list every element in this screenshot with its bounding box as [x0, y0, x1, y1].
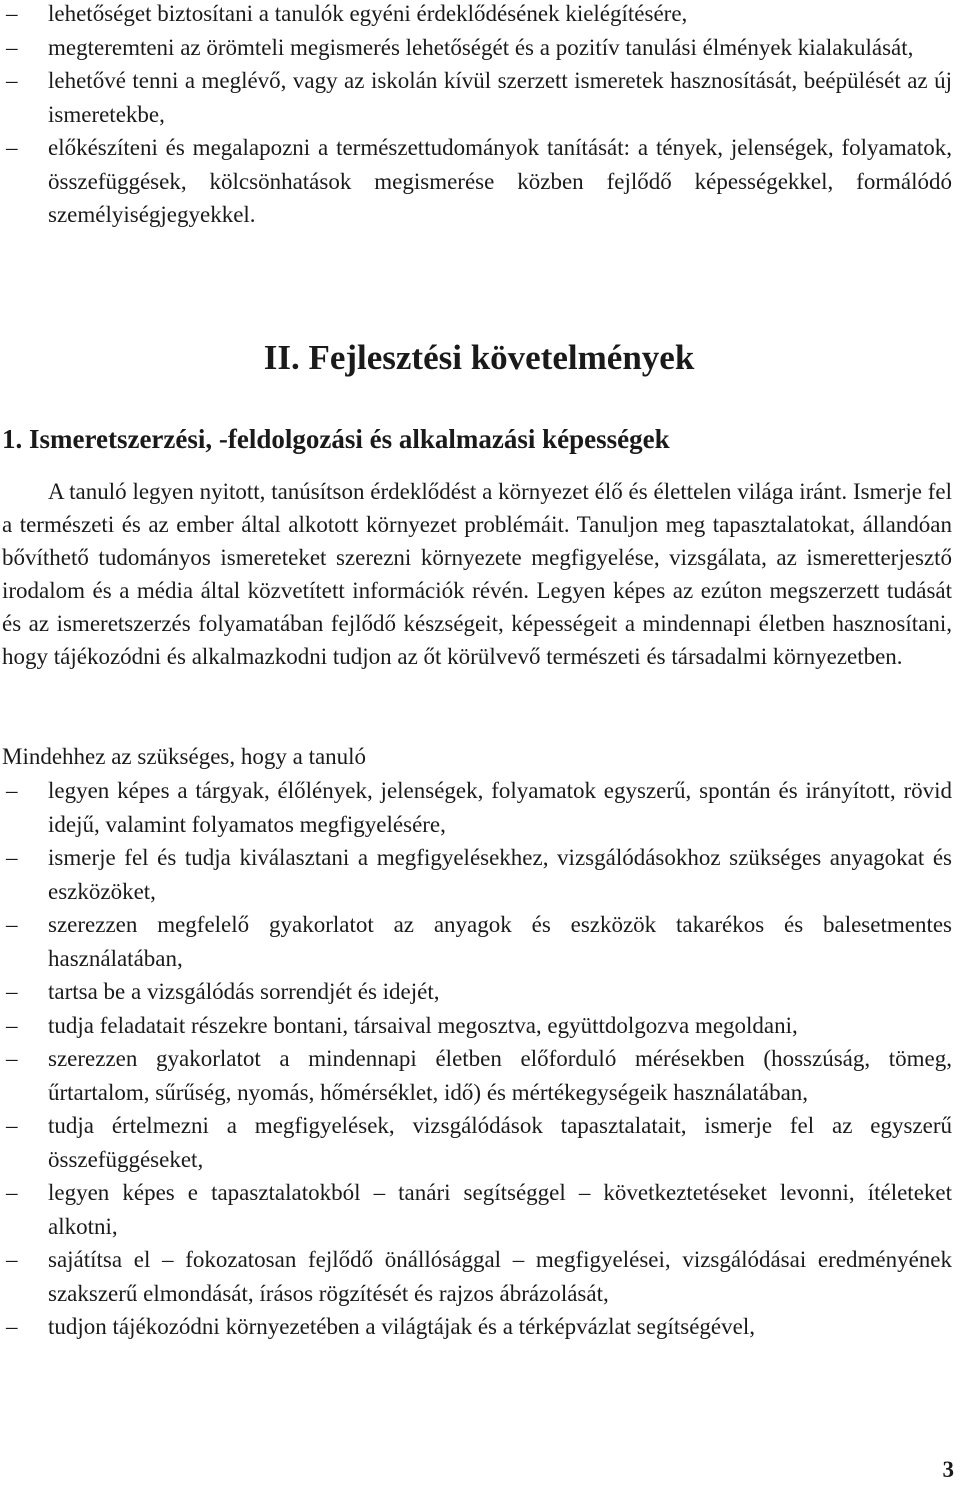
dash-marker: –: [6, 979, 18, 1004]
requirements-list: [0, 774, 952, 1344]
dash-marker: –: [6, 845, 18, 870]
list-item-text: szerezzen megfelelő gyakorlatot az anyagok és eszközök takarékos és balesetmentes használatában,: [48, 912, 952, 971]
section-title-text: II. Fejlesztési követelmények: [263, 338, 695, 377]
list-item: [0, 1009, 952, 1043]
dash-marker: –: [6, 1012, 18, 1038]
list-item-text: tudja értelmezni a megfigyelések, vizsgálódások tapasztalatait, ismerje fel az egyszerű összefüggéseket,: [48, 1113, 952, 1172]
subsection-title: 1. Ismeretszerzési, -feldolgozási és alkalmazási képességek: [2, 424, 670, 454]
list-item-text: sajátítsa el – fokozatosan fejlődő önállósággal – megfigyelései, vizsgálódásai eredményének szakszerű elmondását, írásos rögzítését és rajzos ábrázolását,: [48, 1247, 952, 1306]
list-item-text: megteremteni az örömteli megismerés lehetőségét és a pozitív tanulási élmények kialakulását,: [48, 34, 914, 60]
list-item-text: szerezzen gyakorlatot a mindennapi életben előforduló mérésekben (hosszúság, tömeg, űrtartalom, sűrűség, nyomás, hőmérséklet, idő) és mértékegységeik használatában,: [48, 1046, 952, 1105]
list-item-text: tartsa be a vizsgálódás sorrendjét és idejét,: [48, 979, 440, 1004]
list-item-text: lehetőséget biztosítani a tanulók egyéni érdeklődésének kielégítésére,: [48, 1, 688, 26]
dash-marker: –: [6, 912, 18, 937]
list-item-text: tudjon tájékozódni környezetében a világtájak és a térképvázlat segítségével,: [48, 1314, 755, 1339]
list-item-text: tudja feladatait részekre bontani, társaival megosztva, együttdolgozva megoldani,: [48, 1012, 798, 1038]
dash-marker: –: [6, 1046, 18, 1071]
page-number: 3: [942, 1457, 954, 1482]
dash-marker: –: [6, 1, 18, 26]
dash-marker: –: [6, 778, 18, 803]
list-item: [0, 1243, 952, 1310]
list-item-text: legyen képes e tapasztalatokból – tanári segítséggel – következtetéseket levonni, ítéleteket alkotni,: [48, 1180, 952, 1239]
dash-marker: –: [6, 1180, 18, 1205]
list-item: [0, 1042, 952, 1109]
list-item: [0, 64, 952, 131]
list-item: [0, 0, 952, 31]
dash-marker: –: [6, 34, 18, 60]
section-title: [0, 336, 960, 380]
dash-marker: –: [6, 68, 18, 93]
list-item: [0, 841, 952, 908]
dash-marker: –: [6, 1247, 18, 1272]
list-item: [0, 1109, 952, 1176]
body-paragraph: A tanuló legyen nyitott, tanúsítson érdeklődést a környezet élő és élettelen világa iránt. Ismerje fel a természeti és az ember által alkotott környezet problémáit. Tanuljon meg tapasztalatokat, állandóan bővíthető tudományos ismereteket szerezni környezete megfigyelése, vizsgálata, az ismeretterjesztő irodalom és a média által közvetített információk révén. Legyen képes az ezúton megszerzett tudását és az ismeretszerzés folyamatában fejlődő készségeit, képességeit a mindennapi életben hasznosítani, hogy tájékozódni és alkalmazkodni tudjon az őt körülvevő természeti és társadalmi környezetben.: [2, 479, 952, 669]
list-item: [0, 131, 952, 232]
list-item-text: legyen képes a tárgyak, élőlények, jelenségek, folyamatok egyszerű, spontán és irányított, rövid idejű, valamint folyamatos megfigyelésére,: [48, 778, 952, 837]
list-item: [0, 774, 952, 841]
list-item-text: előkészíteni és megalapozni a természettudományok tanítását: a tények, jelenségek, folyamatok, összefüggések, kölcsönhatások megismerése közben fejlődő képességekkel, formálódó személyiségjegyekkel.: [48, 135, 952, 227]
dash-marker: –: [6, 1314, 18, 1339]
list-item: [0, 1310, 952, 1344]
dash-marker: –: [6, 135, 18, 160]
list-item: [0, 1176, 952, 1243]
list-item: [0, 31, 952, 65]
list-lead-text: Mindehhez az szükséges, hogy a tanuló: [2, 744, 367, 769]
list-item: [0, 975, 952, 1009]
objectives-list: [0, 0, 952, 232]
list-item: [0, 908, 952, 975]
list-item-text: lehetővé tenni a meglévő, vagy az iskolán kívül szerzett ismeretek hasznosítását, beépülését az új ismeretekbe,: [48, 68, 952, 127]
list-item-text: ismerje fel és tudja kiválasztani a megfigyelésekhez, vizsgálódásokhoz szükséges anyagokat és eszközöket,: [48, 845, 952, 904]
dash-marker: –: [6, 1113, 18, 1138]
